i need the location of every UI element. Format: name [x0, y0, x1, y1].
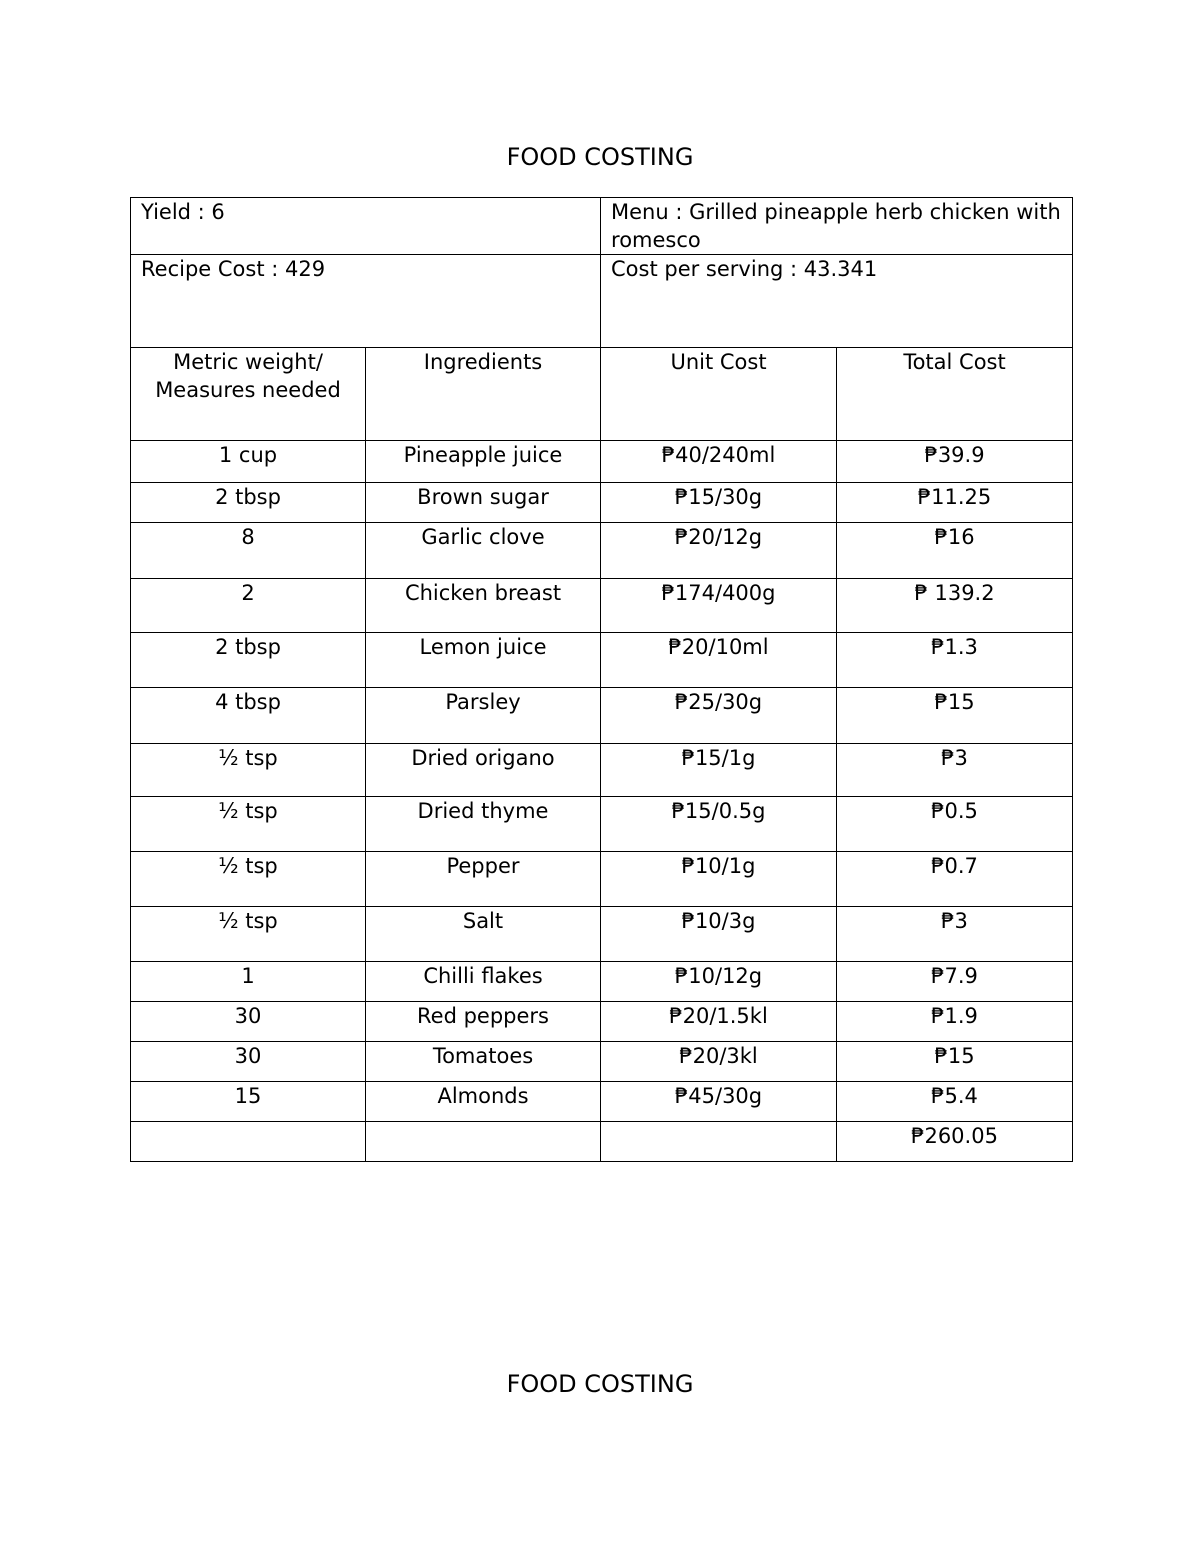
total-cost-cell: ₱0.7	[837, 852, 1073, 907]
measure-cell: ½ tsp	[131, 797, 366, 852]
unit-cost-cell: ₱45/30g	[601, 1082, 837, 1122]
table-row	[131, 852, 1073, 907]
unit-cost-cell: ₱20/3kl	[601, 1042, 837, 1082]
grand-total-cell: ₱260.05	[837, 1122, 1073, 1162]
unit-cost-cell: ₱15/0.5g	[601, 797, 837, 852]
ingredient-cell: Parsley	[366, 688, 601, 744]
unit-cost-cell: ₱10/1g	[601, 852, 837, 907]
table-row	[131, 797, 1073, 852]
table-row	[131, 688, 1073, 744]
ingredient-cell: Red peppers	[366, 1002, 601, 1042]
ingredient-cell: Chicken breast	[366, 579, 601, 633]
measure-cell: 15	[131, 1082, 366, 1122]
total-cost-cell: ₱ 139.2	[837, 579, 1073, 633]
ingredient-cell: Lemon juice	[366, 633, 601, 688]
table-row	[131, 907, 1073, 962]
unit-cost-cell: ₱20/10ml	[601, 633, 837, 688]
yield-cell: Yield : 6	[131, 198, 601, 255]
total-cost-cell: ₱3	[837, 744, 1073, 797]
menu-cell: Menu : Grilled pineapple herb chicken with romesco	[601, 198, 1073, 255]
total-cost-cell: ₱1.3	[837, 633, 1073, 688]
measure-cell: 2	[131, 579, 366, 633]
info-row-1	[131, 198, 1073, 255]
unit-cost-cell: ₱174/400g	[601, 579, 837, 633]
table-row	[131, 744, 1073, 797]
header-ingredients: Ingredients	[366, 348, 601, 441]
table-row	[131, 1082, 1073, 1122]
total-cost-cell: ₱11.25	[837, 483, 1073, 523]
total-cost-cell: ₱1.9	[837, 1002, 1073, 1042]
table-row	[131, 483, 1073, 523]
header-total-cost: Total Cost	[837, 348, 1073, 441]
recipe-cost-cell: Recipe Cost : 429	[131, 255, 601, 348]
page-title-second: FOOD COSTING	[506, 1370, 694, 1398]
cost-per-serving-cell: Cost per serving : 43.341	[601, 255, 1073, 348]
ingredient-cell: Brown sugar	[366, 483, 601, 523]
unit-cost-cell: ₱20/12g	[601, 523, 837, 579]
measure-cell: 8	[131, 523, 366, 579]
header-measures: Metric weight/ Measures needed	[131, 348, 366, 441]
measure-cell: 2 tbsp	[131, 483, 366, 523]
measure-cell: 4 tbsp	[131, 688, 366, 744]
unit-cost-cell: ₱20/1.5kl	[601, 1002, 837, 1042]
measure-cell: 1 cup	[131, 441, 366, 483]
table-row	[131, 1002, 1073, 1042]
total-cost-cell: ₱15	[837, 688, 1073, 744]
total-empty-cell	[131, 1122, 366, 1162]
unit-cost-cell: ₱25/30g	[601, 688, 837, 744]
measure-cell: ½ tsp	[131, 744, 366, 797]
unit-cost-cell: ₱15/30g	[601, 483, 837, 523]
total-cost-cell: ₱0.5	[837, 797, 1073, 852]
unit-cost-cell: ₱10/12g	[601, 962, 837, 1002]
table-row	[131, 523, 1073, 579]
total-empty-cell	[601, 1122, 837, 1162]
info-row-2	[131, 255, 1073, 348]
total-cost-cell: ₱3	[837, 907, 1073, 962]
table-row	[131, 962, 1073, 1002]
ingredient-cell: Tomatoes	[366, 1042, 601, 1082]
total-cost-cell: ₱7.9	[837, 962, 1073, 1002]
total-cost-cell: ₱15	[837, 1042, 1073, 1082]
measure-cell: 30	[131, 1042, 366, 1082]
unit-cost-cell: ₱10/3g	[601, 907, 837, 962]
measure-cell: 30	[131, 1002, 366, 1042]
ingredient-cell: Dried thyme	[366, 797, 601, 852]
total-cost-cell: ₱39.9	[837, 441, 1073, 483]
table-row	[131, 633, 1073, 688]
measure-cell: 1	[131, 962, 366, 1002]
table-row	[131, 579, 1073, 633]
unit-cost-cell: ₱40/240ml	[601, 441, 837, 483]
unit-cost-cell: ₱15/1g	[601, 744, 837, 797]
table-row	[131, 1042, 1073, 1082]
ingredient-cell: Dried origano	[366, 744, 601, 797]
measure-cell: ½ tsp	[131, 907, 366, 962]
ingredient-cell: Pepper	[366, 852, 601, 907]
measure-cell: 2 tbsp	[131, 633, 366, 688]
ingredient-cell: Chilli flakes	[366, 962, 601, 1002]
total-cost-cell: ₱16	[837, 523, 1073, 579]
total-cost-cell: ₱5.4	[837, 1082, 1073, 1122]
food-costing-table	[130, 197, 1073, 1162]
total-empty-cell	[366, 1122, 601, 1162]
column-header-row	[131, 348, 1073, 441]
ingredient-cell: Almonds	[366, 1082, 601, 1122]
header-unit-cost: Unit Cost	[601, 348, 837, 441]
ingredient-cell: Salt	[366, 907, 601, 962]
total-row	[131, 1122, 1073, 1162]
table-row	[131, 441, 1073, 483]
page-title: FOOD COSTING	[506, 143, 694, 171]
measure-cell: ½ tsp	[131, 852, 366, 907]
ingredient-cell: Pineapple juice	[366, 441, 601, 483]
ingredient-cell: Garlic clove	[366, 523, 601, 579]
